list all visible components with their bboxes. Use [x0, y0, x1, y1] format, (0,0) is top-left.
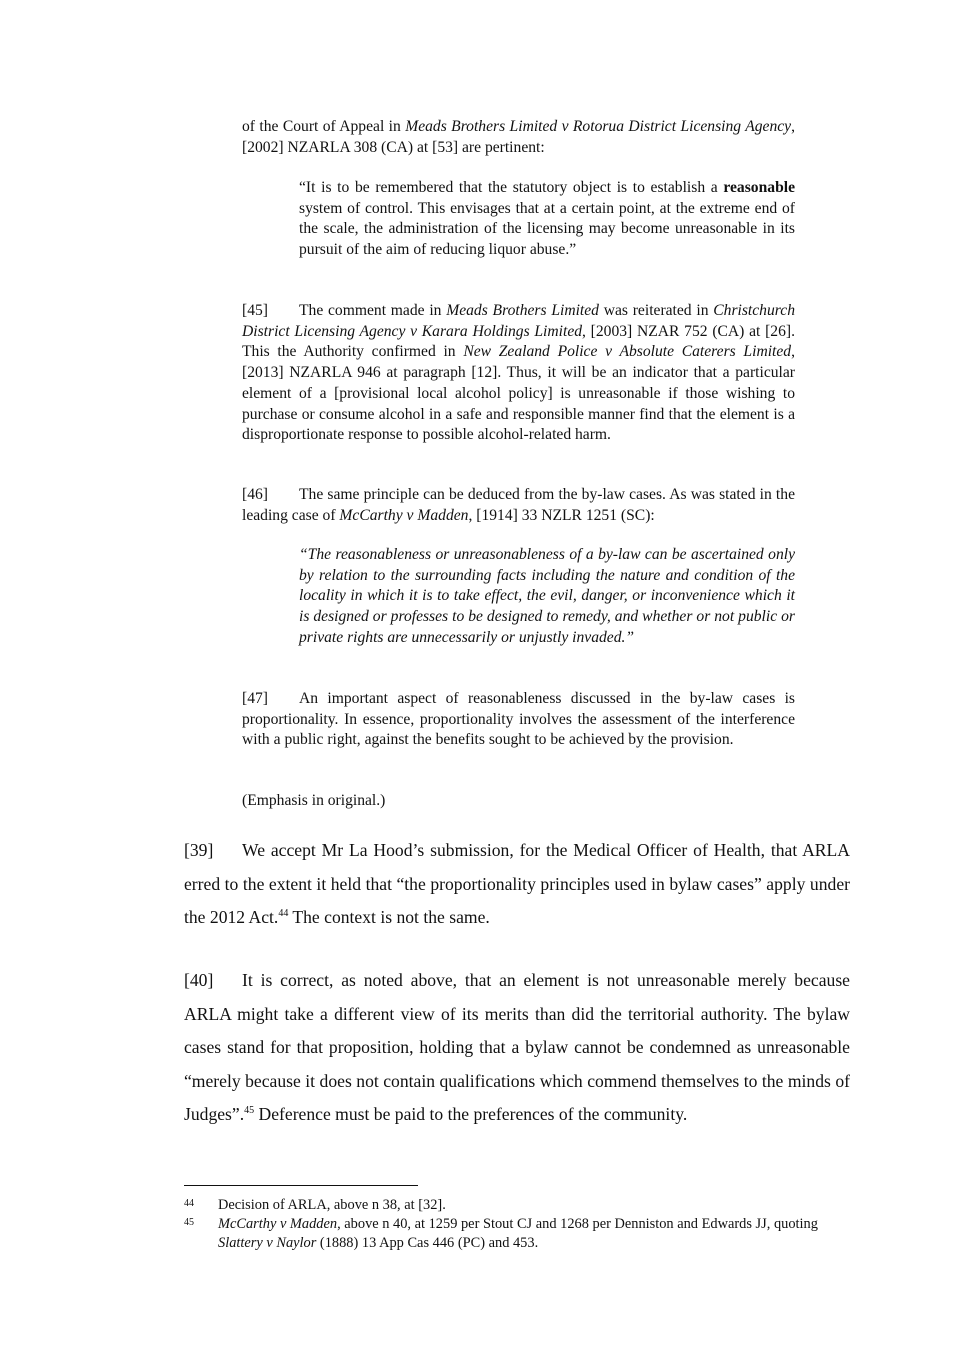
quote-mccarthy-v-madden: “The reasonableness or unreasonableness of a by-law can be ascertained only by relation to the surrounding facts including the nature and condition of the locality in which it is to take effect, the evil, danger, or inconvenience which it is designed or professes to be designed to remedy, and whether or not public or private rights are unnecessarily or unjustly invaded.”: [299, 546, 795, 646]
footnote-45: [184, 1215, 850, 1253]
footnote-text: McCarthy v Madden, above n 40, at 1259 per Stout CJ and 1268 per Denniston and Edwards JJ, quoting Slattery v Naylor (1888) 13 App Cas 446 (PC) and 453.: [218, 1216, 818, 1251]
footnote-number: 44: [184, 1198, 194, 1209]
footnotes: [184, 1196, 850, 1253]
paragraph-39: [39] We accept Mr La Hood’s submission, for the Medical Officer of Health, that ARLA erred to the extent it held that “the proportionality principles used in bylaw cases” apply under the 2012 Act.$^{44}$ The context is not the same.: [184, 840, 850, 928]
emphasis-note: (Emphasis in original.): [242, 792, 386, 809]
quoted-paragraph-46: [46] The same principle can be deduced from the by-law cases. As was stated in the leading case of McCarthy v Madden, [1914] 33 NZLR 1251 (SC):: [242, 486, 795, 524]
paragraph-40: [40] It is correct, as noted above, that an element is not unreasonable merely because ARLA might take a different view of its merits than did the territorial authority. The bylaw cases stand for that proposition, holding that a bylaw cannot be condemned as unreasonable “merely because it does not contain qualifications which commend themselves to the minds of Judges”.$^{45}$ Deference must be paid to the preferences of the community.: [184, 970, 850, 1125]
footnote-number: 45: [184, 1217, 194, 1228]
quote-intro: of the Court of Appeal in Meads Brothers Limited v Rotorua District Licensing Agency, [2002] NZARLA 308 (CA) at [53] are pertinent:: [242, 118, 795, 156]
quoted-paragraph-47: [47] An important aspect of reasonableness discussed in the by-law cases is proportionality. In essence, proportionality involves the assessment of the interference with a public right, against the benefits sought to be achieved by the provision.: [242, 690, 795, 749]
footnote-ref-44[interactable]: 44: [278, 908, 289, 920]
footnote-text: Decision of ARLA, above n 38, at [32].: [218, 1197, 446, 1213]
footnote-ref-45[interactable]: 45: [244, 1105, 255, 1117]
footnote-separator: [184, 1185, 418, 1186]
footnote-44: [184, 1196, 850, 1215]
quoted-paragraph-45: [45] The comment made in Meads Brothers Limited was reiterated in Christchurch District Licensing Agency v Karara Holdings Limited, [2003] NZAR 752 (CA) at [26]. This the Authority confirmed in New Zealand Police v Absolute Caterers Limited, [2013] NZARLA 946 at paragraph [12]. Thus, it will be an indicator that a particular element of a [provisional local alcohol policy] is unreasonable if those wishing to purchase or consume alcohol in a safe and responsible manner find that the element is a disproportionate response to possible alcohol-related harm.: [242, 302, 795, 444]
quote-meads-brothers: “It is to be remembered that the statutory object is to establish a reasonable system of control. This envisages that at a certain point, at the extreme end of the scale, the administration of the licensing may become unreasonable in its pursuit of the aim of reducing liquor abuse.”: [299, 179, 795, 259]
